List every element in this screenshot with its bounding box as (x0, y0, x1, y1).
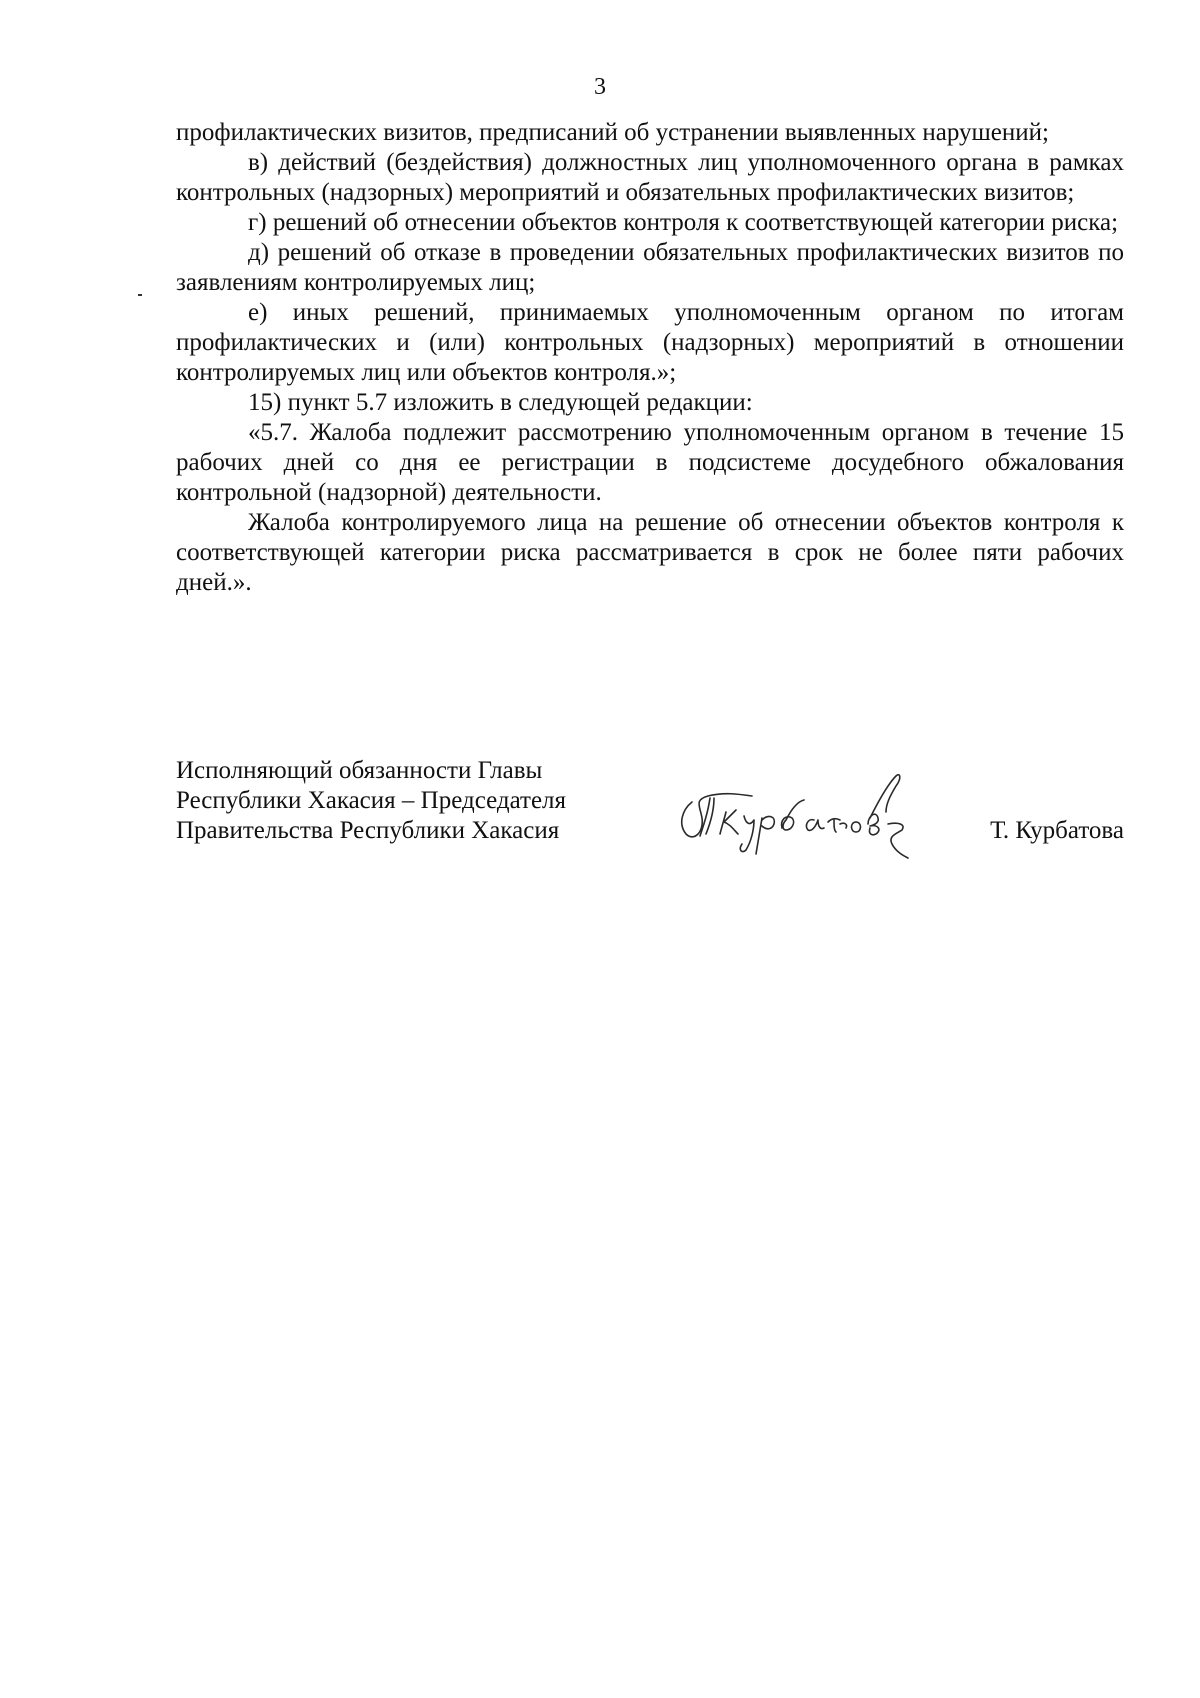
page-number: 3 (594, 74, 606, 100)
paragraph-item-d: д) решений об отказе в проведении обязательных профилактических визитов по заявлениям контролируемых лиц; (176, 239, 1124, 296)
handwritten-signature (664, 762, 924, 862)
paragraph-item-e: е) иных решений, принимаемых уполномоченным органом по итогам профилактических и (или) контрольных (надзорных) мероприятий в отношении контролируемых лиц или объектов контроля.»; (176, 299, 1124, 386)
signatory-position (176, 756, 636, 846)
paragraph-continuation: профилактических визитов, предписаний об устранении выявленных нарушений; (176, 119, 1049, 146)
paragraph-complaint-term: Жалоба контролируемого лица на решение об отнесении объектов контроля к соответствующей категории риска рассматривается в срок не более пяти рабочих дней.». (176, 509, 1124, 596)
signatory-position-line: Правительства Республики Хакасия (176, 817, 560, 844)
paragraph-item-15: 15) пункт 5.7 изложить в следующей редакции: (248, 389, 753, 416)
signature-block (176, 756, 1124, 866)
scan-speck (138, 294, 142, 296)
signatory-name: Т. Курбатова (990, 817, 1124, 844)
signatory-position-line: Исполняющий обязанности Главы (176, 757, 543, 784)
paragraph-item-v: в) действий (бездействия) должностных лиц уполномоченного органа в рамках контрольных (надзорных) мероприятий и обязательных профилактических визитов; (176, 149, 1124, 206)
signatory-position-line: Республики Хакасия – Председателя (176, 787, 567, 814)
paragraph-5-7: «5.7. Жалоба подлежит рассмотрению уполномоченным органом в течение 15 рабочих дней со дня ее регистрации в подсистеме досудебного обжалования контрольной (надзорной) деятельности. (176, 419, 1124, 506)
document-body (176, 118, 1124, 598)
paragraph-item-g: г) решений об отнесении объектов контроля к соответствующей категории риска; (248, 209, 1119, 236)
